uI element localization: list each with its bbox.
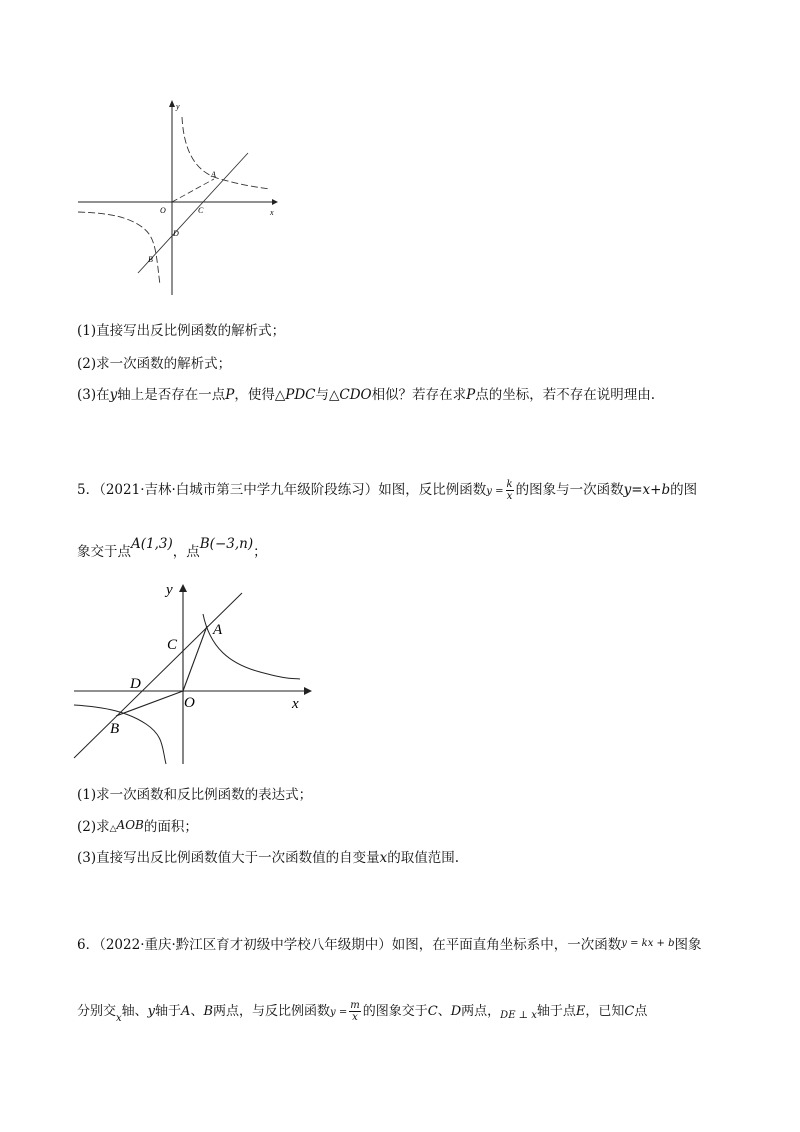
q4-p3-f: 点的坐标，若不存在说明理由.	[475, 387, 656, 403]
q6-l2b: 轴、	[121, 1004, 148, 1019]
q6-D: D	[450, 1004, 462, 1019]
q5-tri: △	[109, 824, 117, 834]
q4-part3	[77, 386, 655, 404]
q6-l2a: 分别交	[77, 1004, 117, 1019]
q5-p2a: (2)求	[77, 819, 110, 835]
fig1-label-O: O	[160, 206, 166, 215]
fig1-label-A: A	[211, 170, 216, 179]
q5-linear: y=x+b	[623, 482, 671, 498]
fig1-linear-line	[138, 153, 248, 273]
q6-line2	[77, 1000, 647, 1023]
q5-part2	[77, 818, 198, 838]
fig1-label-D: D	[173, 229, 179, 238]
fig2-linear-line	[74, 593, 242, 758]
q5-frac-num: k	[506, 479, 513, 490]
fig2-y-arrow	[179, 584, 187, 592]
q6-l2c: 轴于	[155, 1004, 182, 1019]
q4-p3-y: y	[109, 387, 118, 403]
q5-p2b: 的面积；	[143, 819, 198, 835]
q5-l2a: 象交于点	[77, 544, 131, 560]
q4-p3-d: 与△	[315, 387, 340, 403]
q5-mid: 的图象与一次函数	[515, 482, 624, 498]
q5-part1: (1)求一次函数和反比例函数的表达式；	[77, 787, 313, 803]
q4-p3-c: ，使得△	[234, 387, 286, 403]
q6-frac-num: m	[350, 1000, 360, 1011]
q5-source: （2021·吉林·白城市第三中学九年级阶段练习）如图，反比例函数	[99, 482, 487, 498]
fig2-segment-OA	[183, 626, 207, 691]
q5-number: 5．	[77, 482, 100, 498]
q5-tail: 的图	[670, 482, 698, 498]
fig1-hyperbola-lower	[78, 212, 160, 285]
q6-l2i: 轴于点	[536, 1004, 576, 1019]
figure-2-graph	[70, 578, 315, 768]
q6-source: （2022·重庆·黔江区育才初级中学校八年级期中）如图，在平面直角坐标系中，一次函数	[99, 937, 622, 953]
fig1-label-x: x	[270, 208, 274, 217]
q6-line1	[77, 936, 702, 956]
fig2-label-x: x	[292, 696, 299, 712]
fig1-label-y: y	[176, 102, 180, 111]
q5-pointB: B(−3,n)	[199, 536, 254, 552]
q4-p3-b: 轴上是否存在一点	[117, 387, 226, 403]
q5-y-eq: y =	[486, 486, 504, 497]
q6-l2h: 两点，	[461, 1004, 501, 1019]
q6-linear: y = kx + b	[621, 938, 675, 949]
fig2-label-A: A	[213, 622, 223, 638]
fig2-label-D: D	[130, 676, 141, 692]
figure-1-graph	[70, 95, 285, 300]
fig1-x-arrow	[272, 199, 278, 205]
fig2-hyperbola-lower	[74, 705, 166, 764]
q5-pointA: A(1,3)	[131, 536, 173, 552]
q6-y1: y	[147, 1004, 156, 1019]
q5-fraction	[506, 479, 514, 502]
q6-l2e: 两点，与反比例函数	[213, 1004, 331, 1019]
q5-l2b: ，点	[172, 544, 200, 560]
q6-x1: x	[116, 1013, 122, 1024]
q6-C: C	[427, 1004, 438, 1019]
q5-AOB: AOB	[116, 818, 144, 832]
q4-p3-P: P	[225, 387, 235, 403]
q5-p3b: 的取值范围.	[387, 850, 460, 866]
q4-p3-a: (3)在	[77, 387, 110, 403]
q4-part1: (1)直接写出反比例函数的解析式；	[77, 323, 286, 339]
fig1-segment-OA	[172, 179, 214, 202]
q6-l2j: ，已知	[585, 1004, 625, 1019]
q6-number: 6．	[77, 937, 100, 953]
q5-line1	[77, 479, 697, 502]
q6-fraction	[349, 1000, 360, 1023]
q5-p3a: (3)直接写出反比例函数值大于一次函数值的自变量	[77, 850, 380, 866]
q6-frac-den: x	[352, 1012, 358, 1023]
q4-part2: (2)求一次函数的解析式；	[77, 356, 232, 372]
fig1-label-B: B	[148, 255, 153, 264]
q4-p3-CDO: CDO	[339, 387, 372, 403]
fig1-y-arrow	[169, 100, 175, 107]
q5-x: x	[379, 850, 388, 866]
q6-C2: C	[624, 1004, 635, 1019]
q6-y-eq: y =	[330, 1007, 348, 1018]
q6-DE: DE ⊥ x	[500, 1010, 537, 1021]
fig2-label-C: C	[167, 637, 178, 653]
fig1-label-C: C	[198, 206, 204, 215]
q6-E: E	[575, 1004, 586, 1019]
q6-l2d: 、	[190, 1004, 204, 1019]
q6-l2g: 、	[437, 1004, 451, 1019]
q5-l2c: ；	[253, 544, 267, 560]
q4-p3-e: 相似？若存在求	[371, 387, 467, 403]
q6-A: A	[181, 1004, 191, 1019]
q6-l2f: 的图象交于	[362, 1004, 428, 1019]
q6-l2k: 点	[634, 1004, 648, 1019]
fig2-label-O: O	[184, 695, 195, 711]
q4-p3-PDC: PDC	[285, 387, 316, 403]
fig2-label-y: y	[166, 582, 173, 598]
q5-line2	[77, 536, 267, 561]
fig2-x-arrow	[304, 687, 312, 695]
q4-p3-P2: P	[466, 387, 476, 403]
q5-frac-den: x	[506, 491, 513, 502]
fig2-label-B: B	[110, 721, 120, 737]
fig1-hyperbola-upper	[182, 117, 270, 189]
q5-part3	[77, 849, 459, 867]
q6-B: B	[203, 1004, 214, 1019]
q6-tail: 图象	[674, 937, 702, 953]
fig2-segment-OB	[116, 691, 183, 716]
